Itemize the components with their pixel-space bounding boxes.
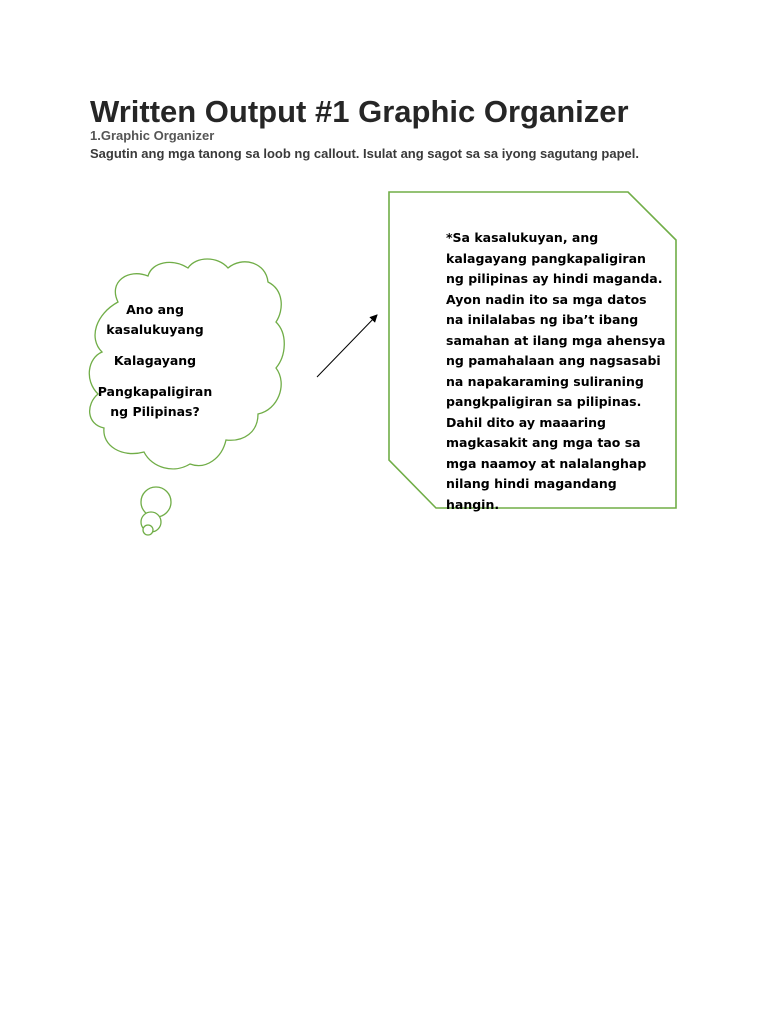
question-line: Ano ang [126,302,184,317]
instructions-text: Sagutin ang mga tanong sa loob ng callout. Isulat ang sagot sa sa iyong sagutang papel. [90,146,639,161]
section-subtitle: 1.Graphic Organizer [90,128,215,143]
thought-bubble-small [143,525,153,535]
question-line: kasalukuyang [106,322,204,337]
page-title: Written Output #1 Graphic Organizer [90,94,629,129]
connector-arrow [317,315,377,377]
thought-cloud-question [95,300,215,433]
question-line: Pangkapaligiran [97,384,213,399]
question-line: ng Pilipinas? [110,404,200,419]
callout-answer-text: *Sa kasalukuyan, ang kalagayang pangkapaligiran ng pilipinas ay hindi maganda. Ayon nadin ito sa mga datos na inilalabas ng iba’t ibang samahan at ilang mga ahensya ng pamahalaan ang nagsasabi na napakaraming suliraning pangkpaligiran sa pilipinas. Dahil dito ay maaaring magkasakit ang mga tao sa mga naamoy at nalalanghap nilang hindi magandang hangin. [446,230,666,512]
question-line: Kalagayang [113,353,197,368]
thought-bubble-large [141,487,171,517]
